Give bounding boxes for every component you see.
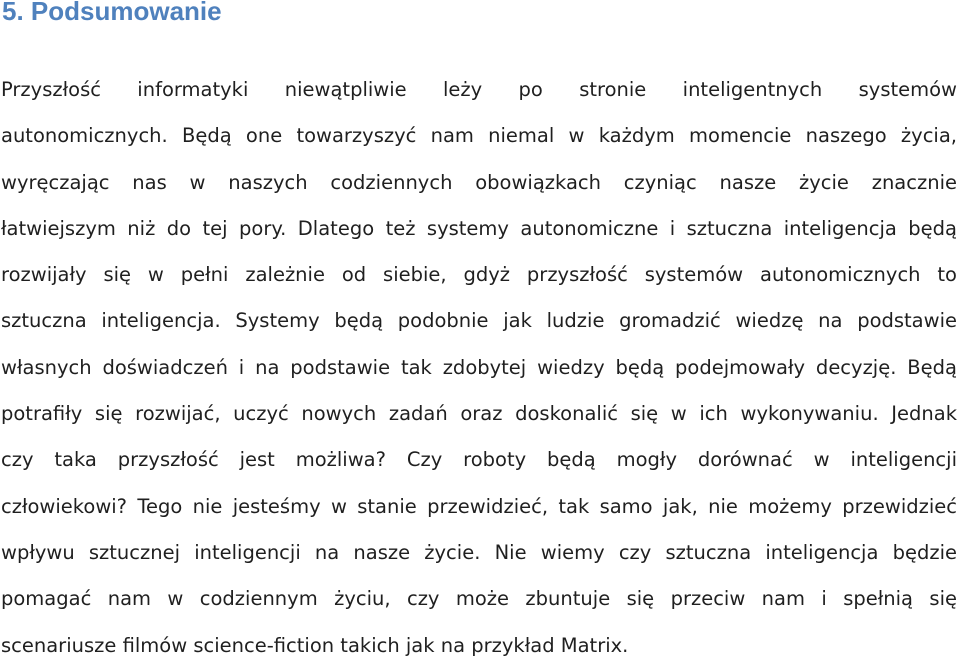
paragraph-line: pomagać nam w codziennym życiu, czy może zbuntuje się przeciw nam i spełnią się xyxy=(1,587,957,611)
paragraph-line: człowiekowi? Tego nie jesteśmy w stanie przewidzieć, tak samo jak, nie możemy przewidzieć xyxy=(1,494,957,518)
paragraph-line: rozwijały się w pełni zależnie od siebie, gdyż przyszłość systemów autonomicznych to xyxy=(1,263,957,287)
paragraph-line: Przyszłość informatyki niewątpliwie leży po stronie inteligentnych systemów xyxy=(1,78,957,101)
section-heading: 5. Podsumowanie xyxy=(2,0,222,26)
paragraph-line: wyręczając nas w naszych codziennych obowiązkach czyniąc nasze życie znacznie xyxy=(1,170,957,194)
paragraph-line: wpływu sztucznej inteligencji na nasze życie. Nie wiemy czy sztuczna inteligencja będzie xyxy=(1,540,957,564)
paragraph-line: własnych doświadczeń i na podstawie tak zdobytej wiedzy będą podejmowały decyzję. Będą xyxy=(1,355,957,379)
paragraph-line: scenariusze filmów science-fiction takich jak na przykład Matrix. xyxy=(1,633,629,657)
paragraph-line: autonomicznych. Będą one towarzyszyć nam niemal w każdym momencie naszego życia, xyxy=(1,124,957,148)
paragraph-line: łatwiejszym niż do tej pory. Dlatego też systemy autonomiczne i sztuczna inteligencja będą xyxy=(1,216,957,240)
paragraph-line: sztuczna inteligencja. Systemy będą podobnie jak ludzie gromadzić wiedzę na podstawie xyxy=(1,309,957,333)
paragraph-line: potrafiły się rozwijać, uczyć nowych zadań oraz doskonalić się w ich wykonywaniu. Jednak xyxy=(1,402,957,426)
paragraph-line: czy taka przyszłość jest możliwa? Czy roboty będą mogły dorównać w inteligencji xyxy=(1,448,957,472)
summary-paragraph xyxy=(1,67,957,669)
